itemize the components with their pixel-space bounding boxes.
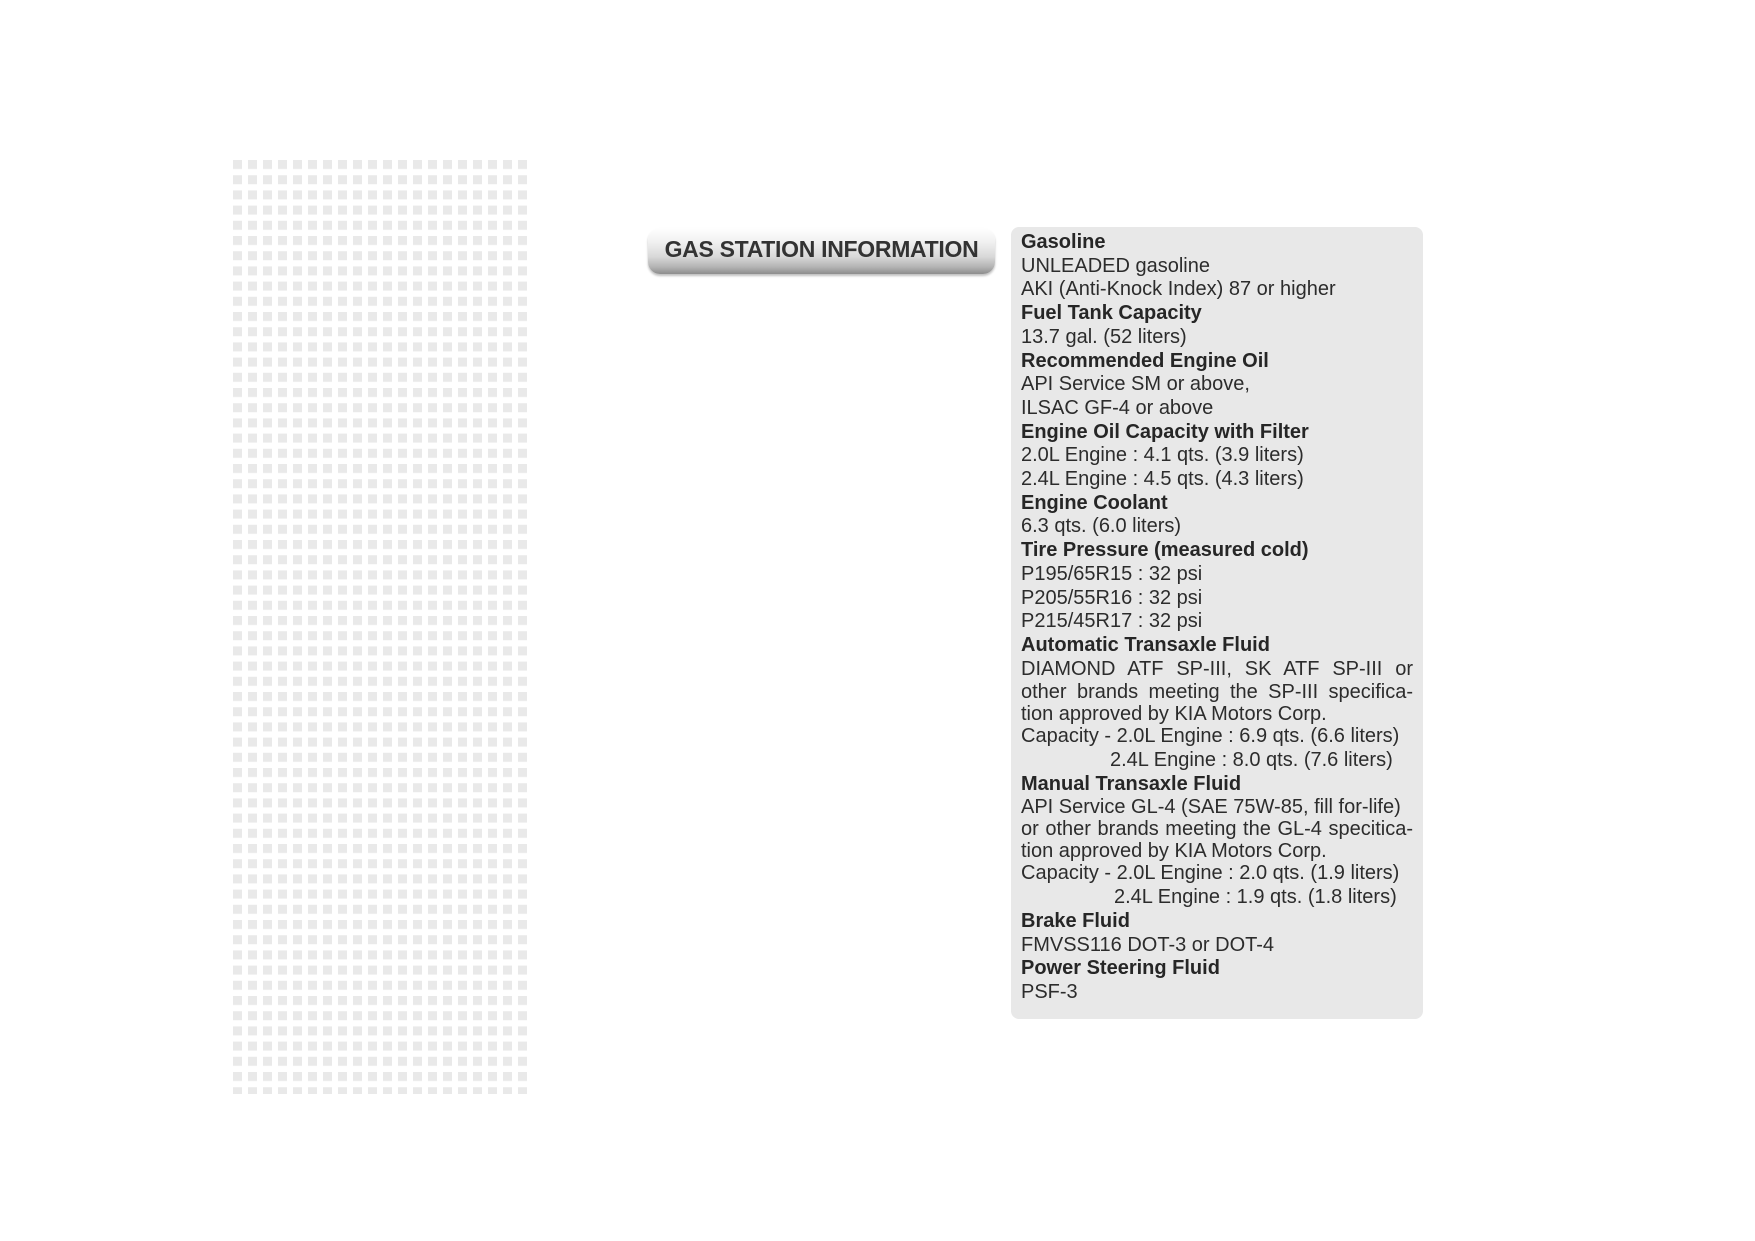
atf-capacity-2-0l: Capacity - 2.0L Engine : 6.9 qts. (6.6 liters) (1021, 725, 1400, 748)
power-steering-value: PSF-3 (1021, 980, 1078, 1003)
atf-spec-1: DIAMOND ATF SP-III, SK ATF SP-III or (1021, 657, 1413, 680)
gasoline-type: UNLEADED gasoline (1021, 254, 1210, 277)
oil-capacity-heading: Engine Oil Capacity with Filter (1021, 420, 1309, 443)
coolant-heading: Engine Coolant (1021, 491, 1168, 514)
mtf-capacity-2-4l: 2.4L Engine : 1.9 qts. (1.8 liters) (1114, 886, 1397, 909)
section-title: GAS STATION INFORMATION (664, 235, 979, 262)
fuel-tank-heading: Fuel Tank Capacity (1021, 302, 1202, 325)
oil-capacity-2-0l: 2.0L Engine : 4.1 qts. (3.9 liters) (1021, 444, 1304, 467)
mtf-capacity-2-0l: Capacity - 2.0L Engine : 2.0 qts. (1.9 liters) (1021, 862, 1400, 885)
gasoline-heading: Gasoline (1021, 231, 1106, 253)
engine-oil-spec-1: API Service SM or above, (1021, 373, 1250, 396)
decorative-dot-pattern (233, 160, 531, 1094)
engine-oil-spec-2: ILSAC GF-4 or above (1021, 396, 1214, 419)
atf-spec-2: other brands meeting the SP-III specifica- (1021, 681, 1413, 704)
tire-pressure-heading: Tire Pressure (measured cold) (1021, 539, 1309, 562)
section-title-tab (648, 228, 995, 274)
mtf-spec-3: tion approved by KIA Motors Corp. (1021, 840, 1327, 863)
brake-fluid-value: FMVSS116 DOT-3 or DOT-4 (1021, 933, 1275, 956)
atf-heading: Automatic Transaxle Fluid (1021, 633, 1270, 656)
oil-capacity-2-4l: 2.4L Engine : 4.5 qts. (4.3 liters) (1021, 468, 1304, 491)
tire-pressure-17: P215/45R17 : 32 psi (1021, 610, 1203, 633)
coolant-value: 6.3 qts. (6.0 liters) (1021, 515, 1182, 538)
tire-pressure-15: P195/65R15 : 32 psi (1021, 562, 1203, 585)
mtf-heading: Manual Transaxle Fluid (1021, 772, 1242, 795)
mtf-spec-1: API Service GL-4 (SAE 75W-85, fill for-life) (1021, 796, 1401, 819)
specifications-panel (1011, 227, 1423, 1019)
gasoline-octane: AKI (Anti-Knock Index) 87 or higher (1021, 278, 1336, 301)
atf-spec-3: tion approved by KIA Motors Corp. (1021, 703, 1327, 726)
mtf-spec-2: or other brands meeting the GL-4 specitica- (1021, 818, 1413, 841)
tire-pressure-16: P205/55R16 : 32 psi (1021, 586, 1203, 609)
fuel-tank-value: 13.7 gal. (52 liters) (1021, 325, 1187, 348)
brake-fluid-heading: Brake Fluid (1021, 909, 1130, 932)
power-steering-heading: Power Steering Fluid (1021, 957, 1220, 980)
atf-capacity-2-4l: 2.4L Engine : 8.0 qts. (7.6 liters) (1110, 749, 1393, 772)
engine-oil-heading: Recommended Engine Oil (1021, 349, 1269, 372)
